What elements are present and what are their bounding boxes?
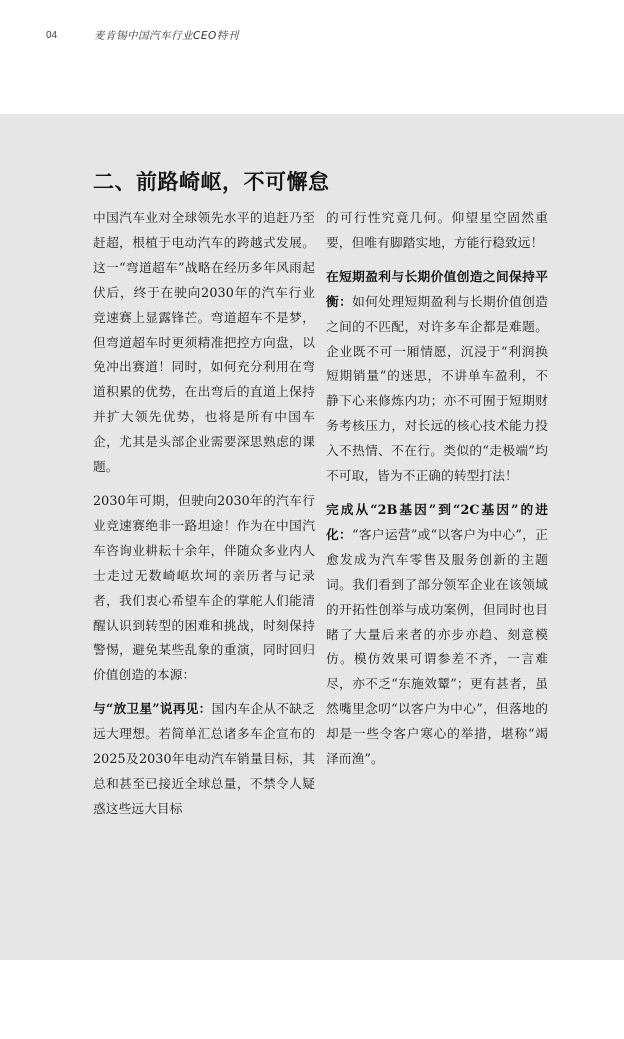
paragraph <box>93 697 315 822</box>
right-column <box>326 206 548 781</box>
paragraph-lead: 在短期盈利与长期价值创造之间保持平衡： <box>326 268 548 309</box>
paragraph-lead: 完成从“2B基因”到“2C基因”的进化： <box>326 501 548 542</box>
page-header <box>0 28 624 48</box>
content-panel <box>0 114 624 960</box>
section-title: 二、前路崎岖，不可懈怠 <box>93 170 330 194</box>
page-number: 04 <box>46 30 58 41</box>
paragraph <box>326 265 548 489</box>
paragraph <box>326 498 548 772</box>
paragraph-body: 国内车企从不缺乏远大理想。若简单汇总诸多车企宣布的2025及2030年电动汽车销量目标，其总和甚至已接近全球总量，不禁令人疑惑这些远大目标 <box>93 701 315 816</box>
paragraph: 的可行性究竟几何。仰望星空固然重要，但唯有脚踏实地，方能行稳致远！ <box>326 210 548 250</box>
left-column <box>93 206 315 831</box>
paragraph: 中国汽车业对全球领先水平的追赶乃至赶超，根植于电动汽车的跨越式发展。这一“弯道超车”战略在经历多年风雨起伏后，终于在驶向2030年的汽车行业竞速赛上显露锋芒。弯道超车不是梦，但弯道超车时更须精准把控方向盘，以免冲出赛道！同时，如何充分利用在弯道积累的优势，在出弯后的直道上保持并扩大领先优势，也将是所有中国车企，尤其是头部企业需要深思熟虑的课题。 <box>93 210 315 475</box>
paragraph-body: “客户运营”或“以客户为中心”，正愈发成为汽车零售及服务创新的主题词。我们看到了部分领军企业在该领域的开拓性创举与成功案例，但同时也目睹了大量后来者的亦步亦趋、刻意模仿。模仿效果可谓参差不齐，一言难尽，亦不乏“东施效颦”；更有甚者，虽然嘴里念叨“以客户为中心”，但落地的却是一些令客户寒心的举措，堪称“竭泽而渔”。 <box>326 526 548 767</box>
paragraph: 2030年可期，但驶向2030年的汽车行业竞速赛绝非一路坦途！作为在中国汽车咨询业耕耘十余年，伴随众多业内人士走过无数崎岖坎坷的亲历者与记录者，我们衷心希望车企的掌舵人们能清醒认识到转型的困难和挑战，时刻保持警惕，避免某些乱象的重演，同时回归价值创造的本源： <box>93 492 315 683</box>
publication-title: 麦肯锡中国汽车行业CEO特刊 <box>94 30 239 42</box>
paragraph-lead: 与“放卫星”说再见： <box>93 701 212 717</box>
paragraph-body: 如何处理短期盈利与长期价值创造之间的不匹配，对许多车企都是难题。企业既不可一厢情愿，沉浸于“利润换短期销量”的迷思，不讲单车盈利，不静下心来修炼内功；亦不可囿于短期财务考核压力，对长远的核心技术能力投入不热情、不在行。类似的“走极端”均不可取，皆为不正确的转型打法！ <box>326 293 549 484</box>
